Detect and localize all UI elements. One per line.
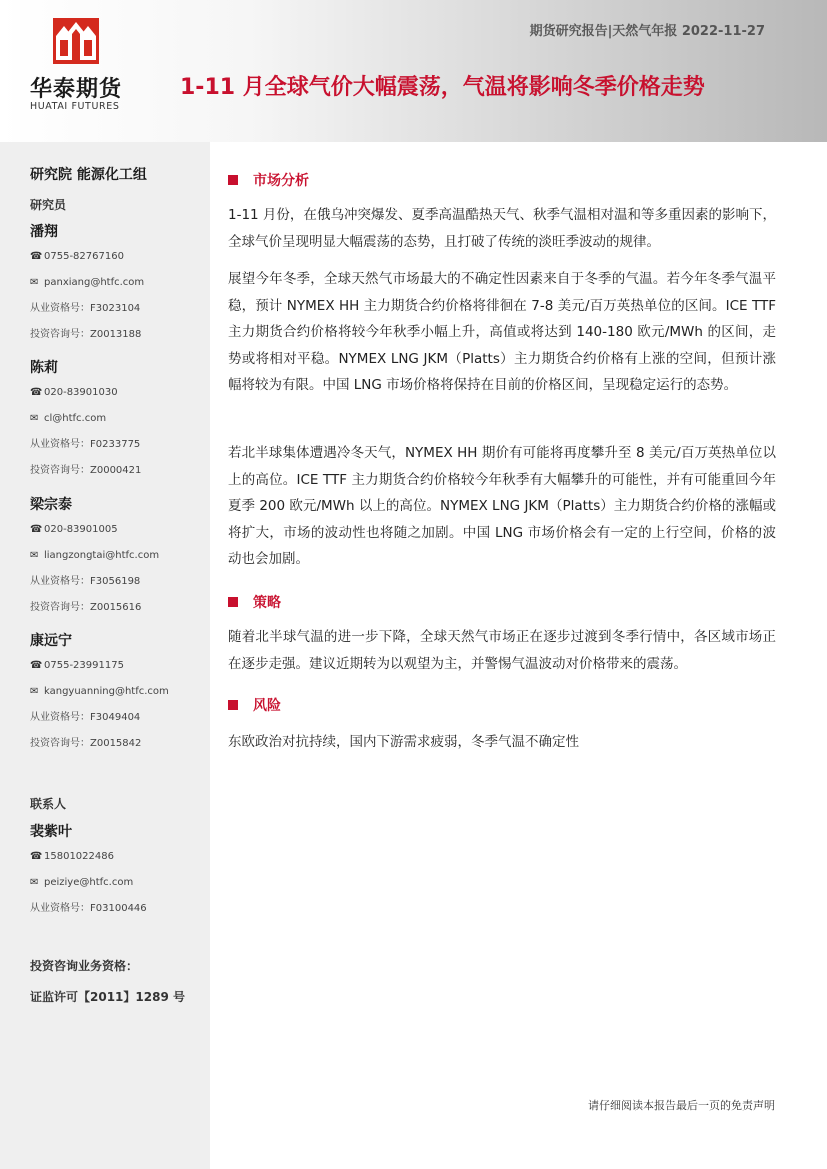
- researcher-phone: [30, 244, 205, 270]
- researcher-name: 潘翔: [30, 224, 58, 240]
- qualification-number: 从业资格号：F3056198: [30, 576, 141, 587]
- researcher-role-label: 研究员: [30, 198, 67, 212]
- email-address[interactable]: peiziye@htfc.com: [44, 877, 134, 888]
- qualification-number: 从业资格号：F03100446: [30, 903, 147, 914]
- phone-icon: ☎: [30, 851, 43, 862]
- paragraph: 东欧政治对抗持续，国内下游需求疲弱，冬季气温不确定性: [228, 734, 579, 750]
- email-address[interactable]: liangzongtai@htfc.com: [44, 550, 160, 561]
- phone-icon: ☎: [30, 387, 43, 398]
- researcher-card: [30, 220, 205, 348]
- email-icon: ✉: [30, 413, 39, 424]
- contact-email[interactable]: [30, 870, 205, 896]
- bullet-square-icon: [228, 700, 238, 710]
- report-header: [0, 0, 827, 142]
- researcher-name: 梁宗泰: [30, 497, 72, 513]
- phone-number: 0755-23991175: [44, 660, 124, 671]
- email-address[interactable]: cl@htfc.com: [44, 413, 107, 424]
- researcher-email[interactable]: [30, 270, 205, 296]
- consulting-number: 投资咨询号：Z0000421: [30, 465, 142, 476]
- contact-name: 裴紫叶: [30, 824, 72, 840]
- researcher-email[interactable]: [30, 406, 205, 432]
- consulting-number: 投资咨询号：Z0015616: [30, 602, 142, 613]
- report-title: 1-11 月全球气价大幅震荡，气温将影响冬季价格走势: [180, 75, 705, 100]
- consulting-qualification-label: 投资咨询业务资格：: [30, 959, 139, 973]
- huatai-logo-icon: [53, 18, 99, 64]
- qualification-number: 从业资格号：F3049404: [30, 712, 141, 723]
- researcher-card: [30, 629, 205, 757]
- contact-label: 联系人: [30, 797, 67, 811]
- qualification-number: 从业资格号：F3023104: [30, 303, 141, 314]
- section-heading-text: 策略: [253, 595, 281, 611]
- phone-number: 0755-82767160: [44, 251, 124, 262]
- email-icon: ✉: [30, 877, 39, 888]
- researcher-name: 陈莉: [30, 360, 58, 376]
- phone-icon: ☎: [30, 251, 43, 262]
- license-number: 证监许可【2011】1289 号: [30, 990, 185, 1004]
- researcher-card: [30, 356, 205, 484]
- phone-number: 020-83901030: [44, 387, 118, 398]
- report-type-date: 期货研究报告|天然气年报 2022-11-27: [529, 24, 765, 39]
- email-icon: ✉: [30, 277, 39, 288]
- phone-number: 020-83901005: [44, 524, 118, 535]
- email-icon: ✉: [30, 686, 39, 697]
- paragraph: 1-11 月份，在俄乌冲突爆发、夏季高温酷热天气、秋季气温相对温和等多重因素的影响下，全球气价呈现明显大幅震荡的态势，且打破了传统的淡旺季波动的规律。: [228, 207, 776, 250]
- researcher-card: [30, 493, 205, 621]
- department-label: 研究院 能源化工组: [30, 167, 147, 183]
- researcher-name: 康远宁: [30, 633, 72, 649]
- section-heading-strategy: [228, 592, 281, 612]
- section-heading-text: 风险: [253, 698, 281, 714]
- logo-text-en: HUATAI FUTURES: [30, 101, 120, 112]
- logo-text-cn: 华泰期货: [30, 77, 123, 102]
- consulting-number: 投资咨询号：Z0013188: [30, 329, 142, 340]
- section-heading-market-analysis: [228, 170, 309, 190]
- disclaimer-note: 请仔细阅读本报告最后一页的免责声明: [588, 1099, 775, 1112]
- section-heading-text: 市场分析: [253, 173, 309, 189]
- email-address[interactable]: panxiang@htfc.com: [44, 277, 145, 288]
- paragraph: 展望今年冬季，全球天然气市场最大的不确定性因素来自于冬季的气温。若今年冬季气温平稳，预计 NYMEX HH 主力期货合约价格将徘徊在 7-8 美元/百万英热单位的区间。ICE TTF 主力期货合约价格将较今年秋季小幅上升，高值或将达到 140-180 欧元/MWh 的区间，走势或将相对平稳。NYMEX LNG JKM（Platts）主力期货合约价格有上涨的空间，但预计涨幅将较为有限。中国 LNG 市场价格将保持在目前的价格区间，呈现稳定运行的态势。: [228, 271, 776, 393]
- researcher-phone: [30, 653, 205, 679]
- author-sidebar: [0, 142, 210, 1169]
- researcher-email[interactable]: [30, 543, 205, 569]
- researcher-phone: [30, 380, 205, 406]
- contact-phone: [30, 844, 205, 870]
- phone-number: 15801022486: [44, 851, 114, 862]
- email-address[interactable]: kangyuanning@htfc.com: [44, 686, 169, 697]
- contact-card: [30, 820, 205, 922]
- consulting-number: 投资咨询号：Z0015842: [30, 738, 142, 749]
- qualification-number: 从业资格号：F0233775: [30, 439, 141, 450]
- paragraph: 若北半球集体遭遇冷冬天气，NYMEX HH 期价有可能将再度攀升至 8 美元/百万英热单位以上的高位。ICE TTF 主力期货合约价格较今年秋季有大幅攀升的可能性，并有可能重回今年夏季 200 欧元/MWh 以上的高位。NYMEX LNG JKM（Platts）主力期货合约价格的涨幅或将扩大，市场的波动性也将随之加剧。中国 LNG 市场价格会有一定的上行空间，价格的波动也会加剧。: [228, 445, 776, 567]
- researcher-email[interactable]: [30, 679, 205, 705]
- researcher-phone: [30, 517, 205, 543]
- bullet-square-icon: [228, 175, 238, 185]
- email-icon: ✉: [30, 550, 39, 561]
- paragraph: 随着北半球气温的进一步下降，全球天然气市场正在逐步过渡到冬季行情中，各区域市场正在逐步走强。建议近期转为以观望为主，并警惕气温波动对价格带来的震荡。: [228, 629, 776, 672]
- phone-icon: ☎: [30, 524, 43, 535]
- section-heading-risk: [228, 695, 281, 715]
- bullet-square-icon: [228, 597, 238, 607]
- phone-icon: ☎: [30, 660, 43, 671]
